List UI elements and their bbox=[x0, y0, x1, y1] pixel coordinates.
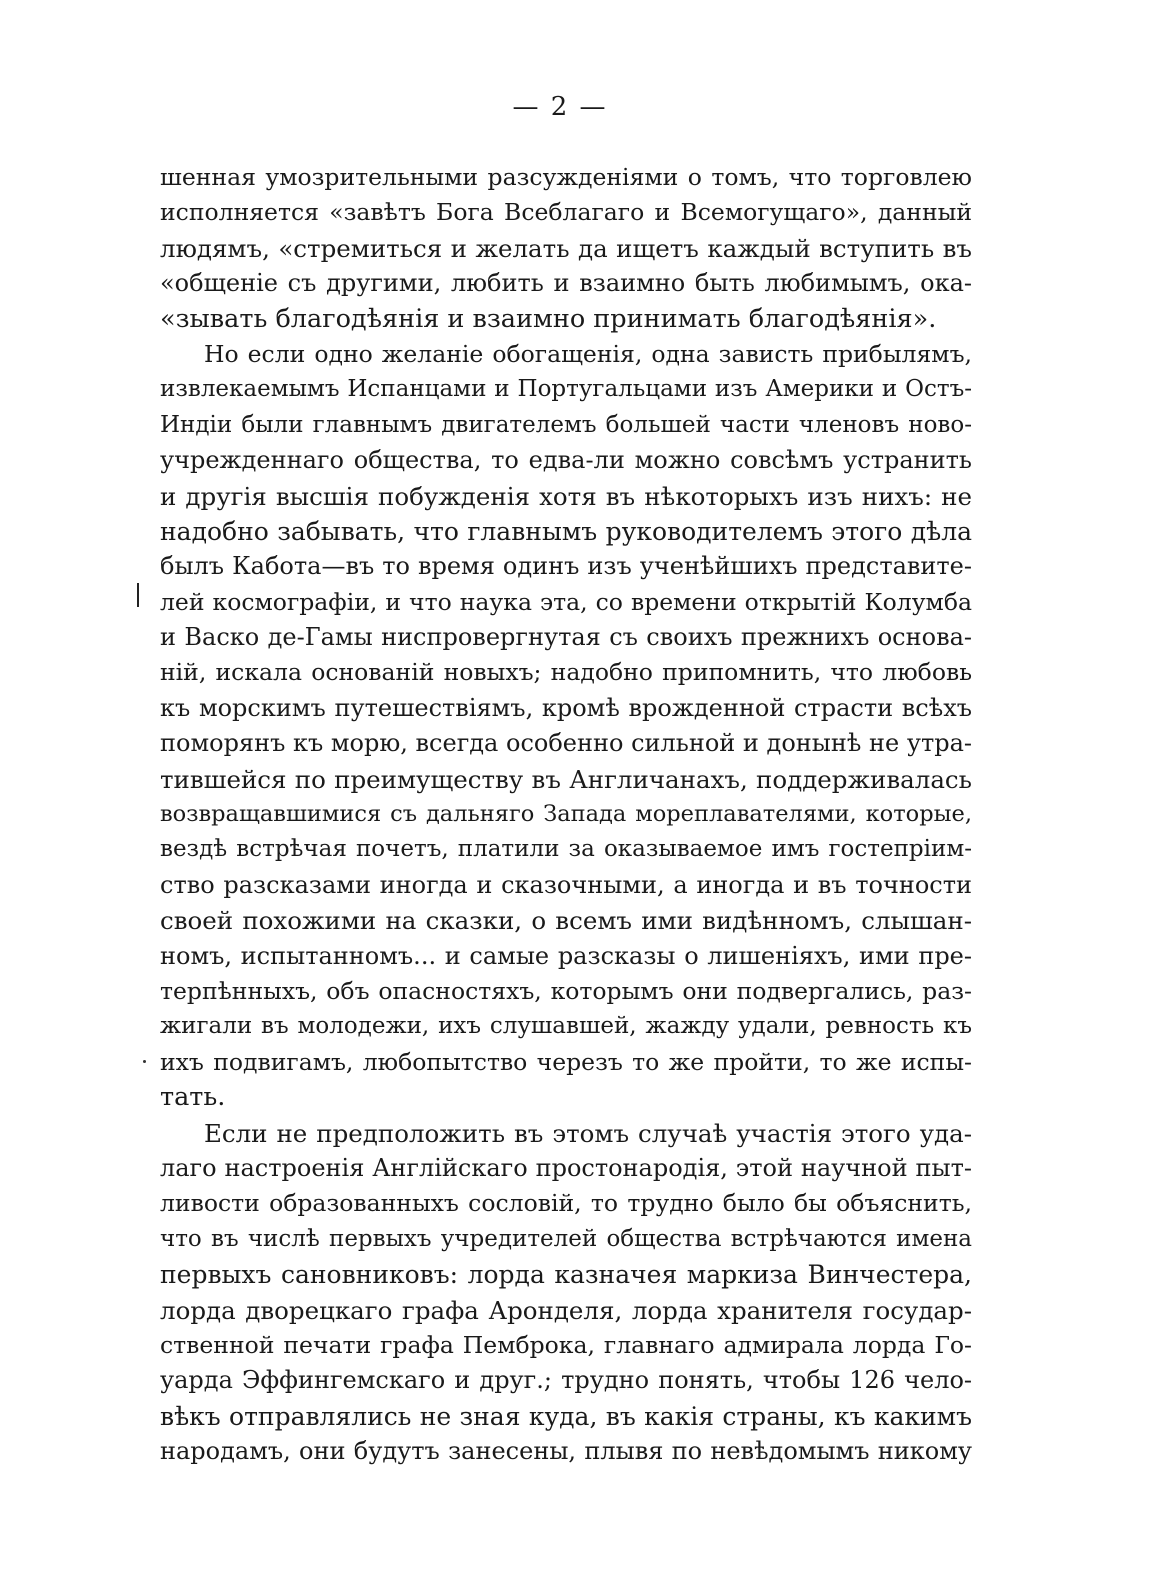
text-line: терпѣнныхъ, объ опасностяхъ, которымъ они подвергались, раз- bbox=[160, 976, 972, 1005]
page-number: — 2 — bbox=[512, 92, 608, 122]
text-line: надобно забывать, что главнымъ руководителемъ этого дѣла bbox=[160, 516, 972, 546]
text-line: поморянъ къ морю, всегда особенно сильной и донынѣ не утра- bbox=[160, 729, 972, 758]
text-line: тившейся по преимуществу въ Англичанахъ, поддерживалась bbox=[160, 764, 972, 794]
text-line: народамъ, они будутъ занесены, плывя по невѣдомымъ никому bbox=[160, 1437, 972, 1466]
text-line: къ морскимъ путешествіямъ, кромѣ врожденной страсти всѣхъ bbox=[160, 693, 972, 722]
margin-mark bbox=[137, 583, 139, 607]
text-line: ливости образованныхъ сословій, то трудно было бы объяснить, bbox=[160, 1189, 972, 1218]
text-line: и другія высшія побужденія хотя въ нѣкоторыхъ изъ нихъ: не bbox=[160, 481, 972, 511]
body-text bbox=[160, 160, 972, 1469]
text-line: своей похожими на сказки, о всемъ ими видѣнномъ, слышан- bbox=[160, 906, 972, 936]
text-line: Если не предположить въ этомъ случаѣ участія этого уда- bbox=[204, 1118, 972, 1148]
text-line: исполняется «завѣтъ Бога Всеблагаго и Всемогущаго», данный bbox=[160, 198, 972, 227]
text-line: былъ Кабота—въ то время одинъ изъ ученѣйшихъ представите- bbox=[160, 552, 972, 581]
text-line: тать. bbox=[160, 1082, 226, 1113]
text-line: вездѣ встрѣчая почетъ, платили за оказываемое имъ гостепріим- bbox=[160, 836, 972, 863]
text-line: ній, искала основаній новыхъ; надобно припомнить, что любовь bbox=[160, 658, 972, 687]
text-line: лорда дворецкаго графа Аронделя, лорда хранителя государ- bbox=[160, 1295, 972, 1325]
margin-dot bbox=[143, 1060, 146, 1063]
text-line: «общеніе съ другими, любить и взаимно быть любимымъ, ока- bbox=[160, 269, 972, 298]
text-line: Но если одно желаніе обогащенія, одна зависть прибылямъ, bbox=[204, 339, 972, 368]
text-line: лаго настроенія Англійскаго простонародія, этой научной пыт- bbox=[160, 1153, 972, 1182]
text-line: лей космографіи, и что наука эта, со времени открытій Колумба bbox=[160, 587, 972, 616]
text-line: что въ числѣ первыхъ учредителей общества встрѣчаются имена bbox=[160, 1225, 972, 1252]
text-line: людямъ, «стремиться и желать да ищетъ каждый вступить въ bbox=[160, 233, 972, 263]
text-line: Индіи были главнымъ двигателемъ большей части членовъ ново- bbox=[160, 411, 972, 438]
text-line: извлекаемымъ Испанцами и Португальцами изъ Америки и Остъ- bbox=[160, 376, 972, 403]
text-line: жигали въ молодежи, ихъ слушавшей, жажду удали, ревность къ bbox=[160, 1013, 972, 1040]
text-line: учрежденнаго общества, то едва-ли можно совсѣмъ устранить bbox=[160, 446, 972, 475]
text-line: шенная умозрительными разсужденіями о томъ, что торговлею bbox=[160, 163, 972, 191]
text-line: уарда Эффингемскаго и друг.; трудно понять, чтобы 126 чело- bbox=[160, 1366, 972, 1395]
text-line: первыхъ сановниковъ: лорда казначея маркиза Винчестера, bbox=[160, 1260, 972, 1290]
text-line: вѣкъ отправлялись не зная куда, въ какія страны, къ какимъ bbox=[160, 1401, 972, 1431]
text-line: ство разсказами иногда и сказочными, а иногда и въ точности bbox=[160, 870, 972, 899]
text-line: ихъ подвигамъ, любопытство черезъ то же пройти, то же испы- bbox=[160, 1047, 972, 1076]
text-line: «зывать благодѣянія и взаимно принимать благодѣянія». bbox=[160, 303, 937, 334]
text-line: и Васко де-Гамы ниспровергнутая съ своихъ прежнихъ основа- bbox=[160, 623, 972, 652]
text-line: возвращавшимися съ дальняго Запада мореплавателями, которые, bbox=[160, 801, 972, 828]
text-line: номъ, испытанномъ... и самые разсказы о лишеніяхъ, ими пре- bbox=[160, 941, 972, 970]
text-line: ственной печати графа Пемброка, главнаго адмирала лорда Го- bbox=[160, 1330, 972, 1359]
